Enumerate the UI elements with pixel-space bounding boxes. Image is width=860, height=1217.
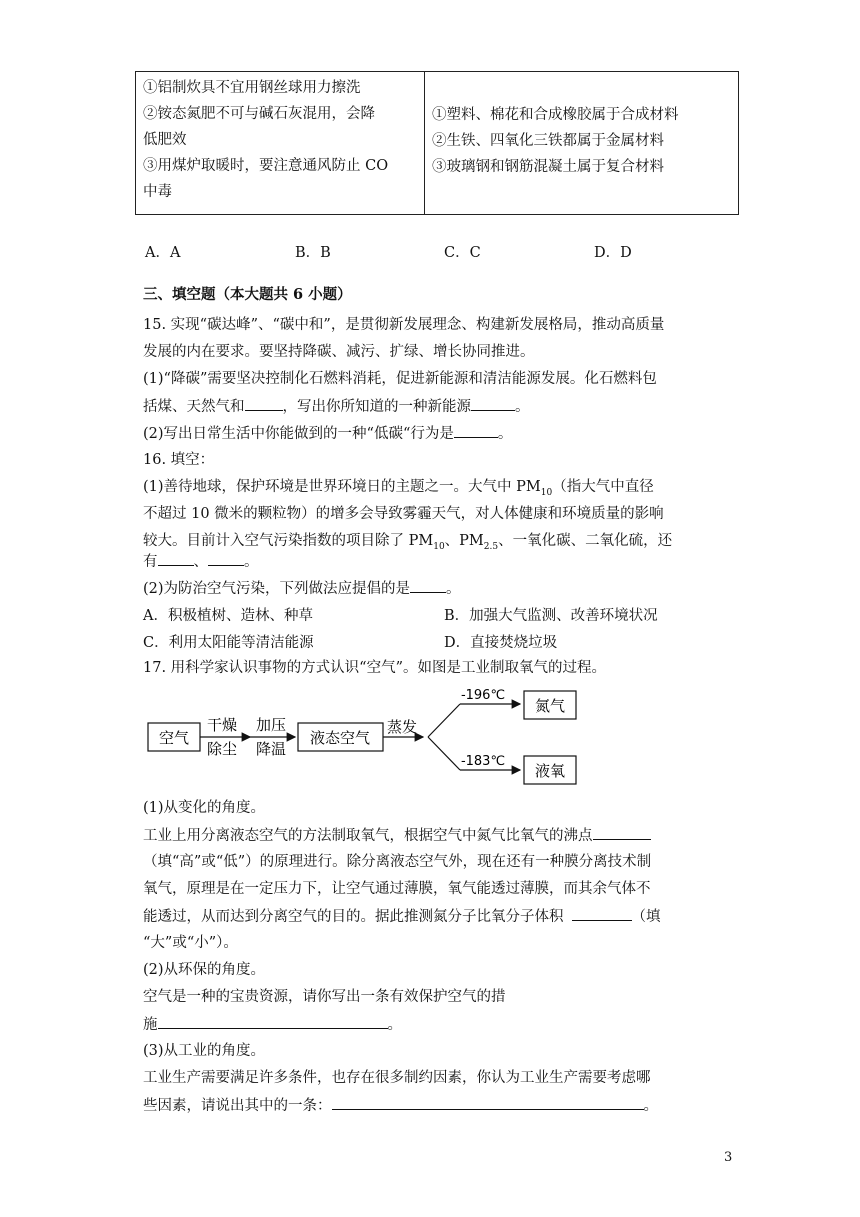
choice-a[interactable]: A．A — [145, 245, 181, 261]
choice-d[interactable]: D．D — [594, 245, 632, 261]
table-right-line-3: ③玻璃钢和钢筋混凝土属于复合材料 — [432, 159, 664, 175]
q16-option-d[interactable]: D．直接焚烧垃圾 — [444, 635, 558, 651]
branch-lower — [428, 737, 460, 770]
q15-part2-line — [143, 423, 512, 444]
q15-blank-fossil-fuel[interactable] — [245, 396, 283, 411]
q17-p1-text: 工业上用分离液态空气的方法制取氧气，根据空气中氮气比氧气的沸点 — [143, 828, 593, 844]
q17-part2-heading: (2)从环保的角度。 — [143, 962, 266, 978]
table-left-line-1: ①铝制炊具不宜用钢丝球用力擦洗 — [143, 80, 361, 96]
section-title: 三、填空题（本大题共 6 小题） — [143, 286, 352, 303]
q17-part1-line2: （填“高”或“低”）的原理进行。除分离液态空气外，现在还有一种膜分离技术制 — [143, 854, 652, 870]
q17-part1-heading: (1)从变化的角度。 — [143, 800, 266, 816]
q16-option-c[interactable]: C．利用太阳能等清洁能源 — [143, 635, 314, 651]
table-right-line-1: ①塑料、棉花和合成橡胶属于合成材料 — [432, 107, 679, 123]
q16-l1-sub: 10 — [540, 487, 553, 498]
nitrogen-label: 氮气 — [534, 697, 566, 715]
choice-b[interactable]: B．B — [295, 245, 331, 261]
q15-part1-text-a: 括煤、天然气和 — [143, 399, 245, 415]
liquid-oxygen-label: 液氧 — [534, 762, 566, 780]
q16-l3-sub1: 10 — [433, 541, 445, 552]
q16-part1-line2: 不超过 10 微米的颗粒物）的增多会导致雾霾天气，对人体健康和环境质量的影响 — [143, 506, 664, 522]
q15-blank-new-energy[interactable] — [471, 396, 515, 411]
q17-part3-heading: (3)从工业的角度。 — [143, 1043, 266, 1059]
q15-part1-text-c: 。 — [515, 399, 530, 415]
q17-p3-text-a: 些因素，请说出其中的一条： — [143, 1098, 332, 1114]
q17-p2-text-a: 施 — [143, 1017, 158, 1033]
branch-upper — [428, 704, 460, 737]
q16-l4-text-a: 有 — [143, 554, 158, 570]
q16-l3-text-b: 、PM — [444, 533, 484, 549]
temp-oxygen-label: -183℃ — [460, 754, 506, 769]
q17-blank-protection-measure[interactable] — [158, 1014, 388, 1029]
oxygen-process-diagram — [140, 682, 600, 790]
q17-stem: 17. 用科学家认识事物的方式认识“空气”。如图是工业制取氧气的过程。 — [143, 660, 606, 676]
q16-part2-line — [143, 578, 461, 599]
q15-part1-line1: (1)“降碳”需要坚决控制化石燃料消耗，促进新能源和清洁能源发展。化石燃料包 — [143, 371, 657, 387]
q16-blank-answer[interactable] — [410, 578, 446, 593]
q16-l1-text-a: (1)善待地球，保护环境是世界环境日的主题之一。大气中 PM — [143, 479, 541, 495]
q17-p3-text-b: 。 — [643, 1098, 658, 1114]
q16-stem: 16. 填空： — [143, 452, 215, 468]
q15-blank-low-carbon[interactable] — [454, 423, 498, 438]
q17-blank-molecule-size[interactable] — [572, 906, 632, 921]
q16-blank-pollutant-1[interactable] — [158, 551, 194, 566]
temp-nitrogen-label: -196℃ — [460, 688, 506, 703]
q17-part1-line1 — [143, 825, 651, 846]
table-right-line-2: ②生铁、四氧化三铁都属于金属材料 — [432, 133, 664, 149]
q17-part3-line2 — [143, 1095, 658, 1116]
q16-part1-line4 — [143, 551, 259, 572]
table-left-line-4: ③用煤炉取暖时，要注意通风防止 CO — [143, 158, 389, 174]
evaporate-label: 蒸发 — [386, 718, 418, 736]
q15-part2-text-a: (2)写出日常生活中你能做到的一种“低碳“行为是 — [143, 426, 454, 442]
q16-l3-sub2: 2.5 — [483, 541, 499, 552]
table-left-line-5: 中毒 — [143, 184, 172, 200]
q17-part3-line1: 工业生产需要满足许多条件，也存在很多制约因素，你认为工业生产需要考虑哪 — [143, 1070, 651, 1086]
table-cell-right — [425, 72, 739, 215]
q17-part1-line3: 氧气，原理是在一定压力下，让空气通过薄膜，氧气能透过薄膜，而其余气体不 — [143, 881, 651, 897]
q16-p2-text-a: (2)为防治空气污染，下列做法应提倡的是 — [143, 581, 411, 597]
q16-option-a[interactable]: A．积极植树、造林、种草 — [143, 608, 313, 624]
q17-p2-text-b: 。 — [387, 1017, 402, 1033]
air-label: 空气 — [158, 729, 190, 747]
q15-part1-line2 — [143, 396, 530, 417]
step-pressurize-label: 加压 — [255, 716, 287, 734]
page-number: 3 — [724, 1150, 733, 1165]
table-left-line-2: ②铵态氮肥不可与碱石灰混用，会降 — [143, 106, 375, 122]
q16-l3-text-c: 、一氧化碳、二氧化硫，还 — [498, 533, 673, 549]
table-cell-left — [136, 72, 425, 215]
q15-part2-text-b: 。 — [497, 426, 513, 442]
q17-part1-line5: “大”或“小”）。 — [143, 935, 238, 951]
step-dust-label: 除尘 — [206, 740, 238, 758]
q17-blank-industry-factor[interactable] — [332, 1095, 644, 1110]
q16-l4-text-b: 、 — [193, 554, 208, 570]
q16-l4-text-c: 。 — [244, 554, 259, 570]
q15-stem-line2: 发展的内在要求。要坚持降碳、减污、扩绿、增长协同推进。 — [143, 344, 535, 360]
choice-c[interactable]: C．C — [444, 245, 481, 261]
q16-option-b[interactable]: B．加强大气监测、改善环境状况 — [444, 608, 658, 624]
q15-stem-line1: 15. 实现“碳达峰”、“碳中和”，是贯彻新发展理念、构建新发展格局，推动高质量 — [143, 317, 665, 333]
q16-l1-text-b: （指大气中直径 — [552, 479, 654, 495]
q17-part2-line1: 空气是一种的宝贵资源，请你写出一条有效保护空气的措 — [143, 989, 506, 1005]
q17-p1-l4-text-a: 能透过，从而达到分离空气的目的。据此推测氮分子比氧分子体积 — [143, 909, 564, 925]
q17-part1-line4 — [143, 906, 661, 927]
options-table — [135, 71, 739, 215]
table-left-line-3: 低肥效 — [143, 132, 187, 148]
step-dry-label: 干燥 — [206, 716, 238, 734]
q16-p2-text-b: 。 — [446, 581, 461, 597]
q16-part1-line1 — [143, 477, 654, 503]
q16-blank-pollutant-2[interactable] — [208, 551, 244, 566]
q17-p1-l4-text-b: （填 — [631, 909, 661, 925]
q17-blank-boiling-point[interactable] — [593, 825, 651, 840]
q17-part2-line2 — [143, 1014, 402, 1035]
liquid-air-label: 液态空气 — [309, 729, 371, 747]
q15-part1-text-b: ，写出你所知道的一种新能源 — [282, 399, 471, 415]
q16-l3-text-a: 较大。目前计入空气污染指数的项目除了 PM — [143, 533, 434, 549]
step-cool-label: 降温 — [255, 740, 287, 758]
